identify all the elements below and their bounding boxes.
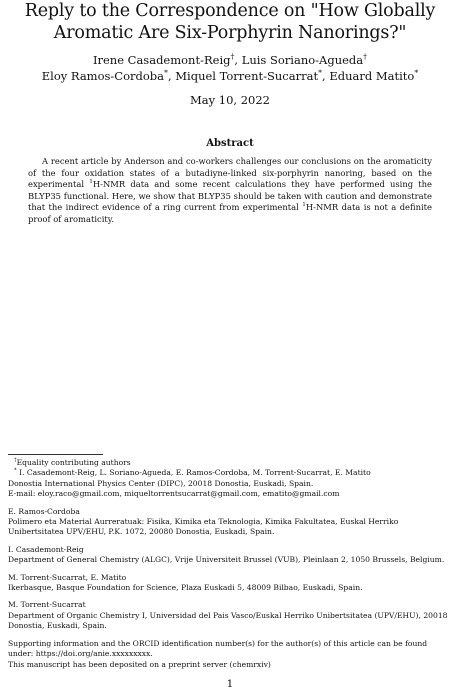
affiliation-names: E. Ramos-Cordoba bbox=[8, 506, 80, 516]
affiliation-names: M. Torrent-Sucarrat, E. Matito bbox=[8, 572, 127, 582]
paper-date: May 10, 2022 bbox=[190, 93, 270, 107]
abstract-heading: Abstract bbox=[206, 138, 254, 149]
corresponding-authors: I. Casademont-Reig, L. Soriano-Agueda, E. Ramos-Cordoba, M. Torrent-Sucarrat, E. Matito bbox=[19, 468, 371, 478]
author-line-1: Irene Casademont-Reig†, Luis Soriano-Agueda† bbox=[92, 52, 368, 67]
affiliation-address: Department of Organic Chemistry I, Universidad del Pais Vasco/Euskal Herriko Unibertsitatea (UPV/EHU), 20018 Donostia, Euskadi, Spain. bbox=[8, 610, 448, 631]
corresponding-affiliation: Donostia International Physics Center (DIPC), 20018 Donostia, Euskadi, Spain. bbox=[8, 478, 314, 488]
page-number: 1 bbox=[226, 678, 234, 690]
footnote-equality bbox=[8, 458, 452, 468]
footnote-mark: * bbox=[14, 467, 17, 474]
affiliation-4 bbox=[8, 600, 452, 631]
superscript-1: 1 bbox=[89, 179, 93, 186]
footnote-rule bbox=[8, 454, 103, 455]
author-mark: * bbox=[318, 68, 322, 78]
footnote-text: Equality contributing authors bbox=[16, 458, 131, 467]
affiliation-1 bbox=[8, 507, 452, 538]
footnotes bbox=[8, 458, 452, 677]
corresponding-emails: E-mail: eloy.raco@gmail.com, miqueltorrentsucarrat@gmail.com, ematito@gmail.com bbox=[8, 489, 340, 499]
abstract-part-3: H-NMR data is not a definite proof of aromaticity. bbox=[28, 202, 432, 224]
supporting-info-text: Supporting information and the ORCID identification number(s) for the author(s) of this article can be found under: https://doi.org/anie.xxxxxxxxx. bbox=[8, 638, 428, 659]
author-name: Eloy Ramos-Cordoba bbox=[41, 69, 165, 83]
affiliation-3 bbox=[8, 573, 452, 594]
author-name: Irene Casademont-Reig bbox=[92, 53, 231, 67]
affiliation-address: Polimero eta Material Aurreratuak: Fisika, Kimika eta Teknologia, Kimika Fakultatea, Euskal Herriko Unibertsitatea UPV/EHU, P.K. 1072, 20080 Donostia, Euskadi, Spain. bbox=[8, 517, 399, 537]
author-name: Miquel Torrent-Sucarrat bbox=[175, 69, 319, 83]
author-mark: * bbox=[164, 68, 168, 78]
affiliation-2 bbox=[8, 545, 452, 566]
supporting-info bbox=[8, 639, 452, 670]
author-mark: * bbox=[414, 68, 419, 78]
paper-title: Reply to the Correspondence on "How Globally Aromatic Are Six-Porphyrin Nanorings?" bbox=[24, 1, 436, 43]
author-mark: † bbox=[363, 52, 368, 62]
preprint-note: This manuscript has been deposited on a preprint server (chemrxiv) bbox=[8, 659, 271, 669]
affiliation-names: I. Casademont-Reig bbox=[8, 544, 84, 554]
superscript-1: 1 bbox=[302, 202, 306, 209]
abstract-part-1: A recent article by Anderson and co-workers challenges our conclusions on the aromaticity of the four oxidation states of a butadiyne-linked six-porphyrin nanoring, based on the experimental bbox=[28, 156, 432, 190]
footnote-mark: † bbox=[14, 457, 17, 464]
author-list bbox=[10, 52, 450, 84]
author-name: Luis Soriano-Agueda bbox=[241, 53, 364, 67]
affiliation-address: Ikerbasque, Basque Foundation for Science, Plaza Euskadi 5, 48009 Bilbao, Euskadi, Spain. bbox=[8, 583, 363, 593]
abstract-part-2: H-NMR data and some recent calculations they have performed using the BLYP35 functional. Here, we show that BLYP35 should be taken with caution and demonstrate that the indirect evidence of a ring current from experimental bbox=[28, 179, 432, 213]
affiliation-names: M. Torrent-Sucarrat bbox=[8, 600, 86, 610]
author-name: Eduard Matito bbox=[329, 69, 415, 83]
affiliation-address: Department of General Chemistry (ALGC), Vrije Universiteit Brussel (VUB), Pleinlaan 2, 1050 Brussels, Belgium. bbox=[8, 555, 445, 565]
abstract-text bbox=[28, 156, 432, 226]
author-mark: † bbox=[230, 52, 235, 62]
footnote-corresponding bbox=[8, 468, 452, 499]
author-line-2: Eloy Ramos-Cordoba*, Miquel Torrent-Sucarrat*, Eduard Matito* bbox=[41, 68, 419, 83]
